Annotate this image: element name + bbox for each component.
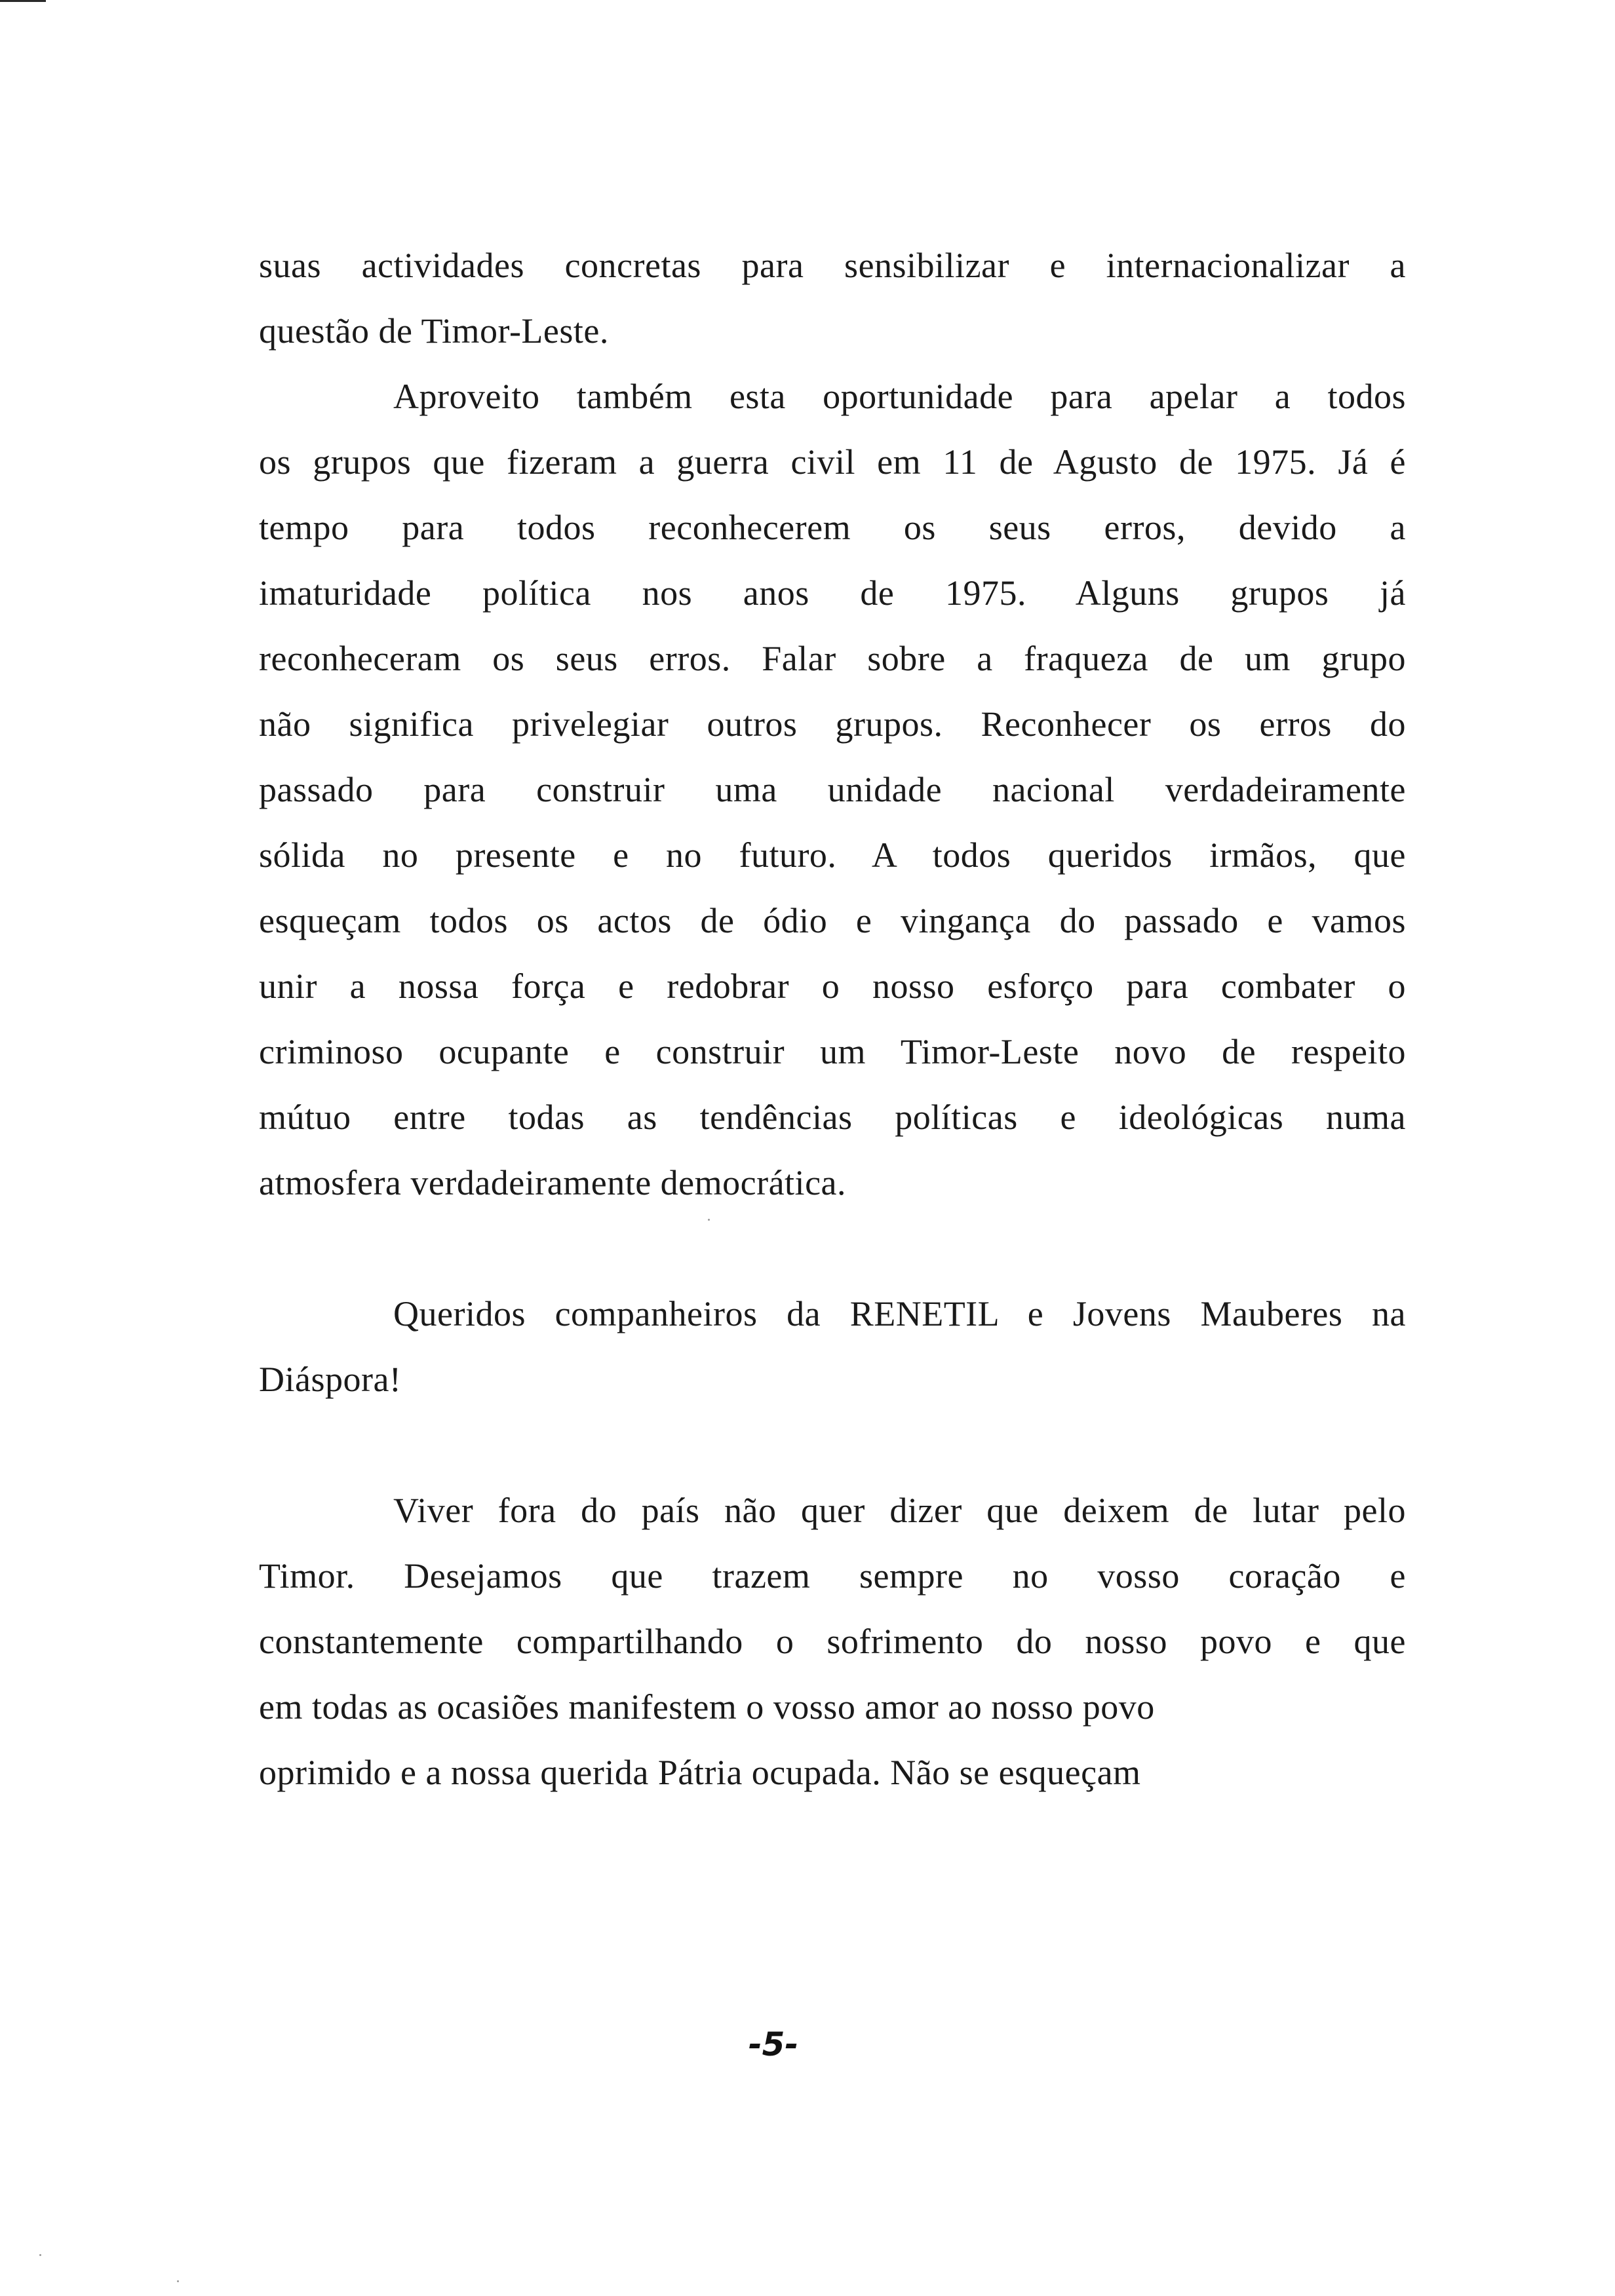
scan-speck bbox=[708, 1219, 710, 1221]
paragraph-4-line-2: Timor. Desejamos que trazem sempre no vosso coração e bbox=[259, 1556, 1406, 1596]
paragraph-4-line-3: constantemente compartilhando o sofrimento do nosso povo e que bbox=[259, 1622, 1406, 1661]
paragraph-2-line-13: atmosfera verdadeiramente democrática. bbox=[259, 1163, 846, 1202]
scan-speck bbox=[39, 2254, 41, 2256]
paragraph-2-line-4: imaturidade política nos anos de 1975. Alguns grupos já bbox=[259, 573, 1406, 613]
paragraph-2-line-2: os grupos que fizeram a guerra civil em 11 de Agusto de 1975. Já é bbox=[259, 442, 1406, 482]
paragraph-1-line-1: suas actividades concretas para sensibilizar e internacionalizar a bbox=[259, 246, 1406, 285]
page-number: -5- bbox=[748, 2025, 799, 2063]
paragraph-3-line-2: Diáspora! bbox=[259, 1360, 402, 1399]
paragraph-2-line-9: esqueçam todos os actos de ódio e vingança do passado e vamos bbox=[259, 901, 1406, 940]
paragraph-2-line-5: reconheceram os seus erros. Falar sobre a fraqueza de um grupo bbox=[259, 639, 1406, 678]
scan-speck bbox=[177, 2280, 179, 2282]
paragraph-2-line-7: passado para construir uma unidade nacional verdadeiramente bbox=[259, 770, 1406, 809]
paragraph-2-line-3: tempo para todos reconhecerem os seus erros, devido a bbox=[259, 508, 1406, 547]
paragraph-2-line-6: não significa privelegiar outros grupos. Reconhecer os erros do bbox=[259, 704, 1406, 744]
scan-edge-mark bbox=[0, 0, 46, 2]
paragraph-3-line-1: Queridos companheiros da RENETIL e Jovens Mauberes na bbox=[393, 1294, 1406, 1333]
paragraph-2-line-11: criminoso ocupante e construir um Timor-Leste novo de respeito bbox=[259, 1032, 1406, 1071]
paragraph-2-line-1: Aproveito também esta oportunidade para apelar a todos bbox=[393, 377, 1406, 416]
paragraph-4-line-1: Viver fora do país não quer dizer que deixem de lutar pelo bbox=[393, 1491, 1406, 1530]
paragraph-2-line-8: sólida no presente e no futuro. A todos queridos irmãos, que bbox=[259, 835, 1406, 875]
paragraph-2-line-10: unir a nossa força e redobrar o nosso esforço para combater o bbox=[259, 966, 1406, 1006]
paragraph-4-line-5: oprimido e a nossa querida Pátria ocupada. Não se esqueçam bbox=[259, 1753, 1141, 1792]
paragraph-2-line-12: mútuo entre todas as tendências políticas e ideológicas numa bbox=[259, 1098, 1406, 1137]
paragraph-1-line-2: questão de Timor-Leste. bbox=[259, 311, 609, 351]
paragraph-4-line-4: em todas as ocasiões manifestem o vosso amor ao nosso povo bbox=[259, 1687, 1155, 1727]
